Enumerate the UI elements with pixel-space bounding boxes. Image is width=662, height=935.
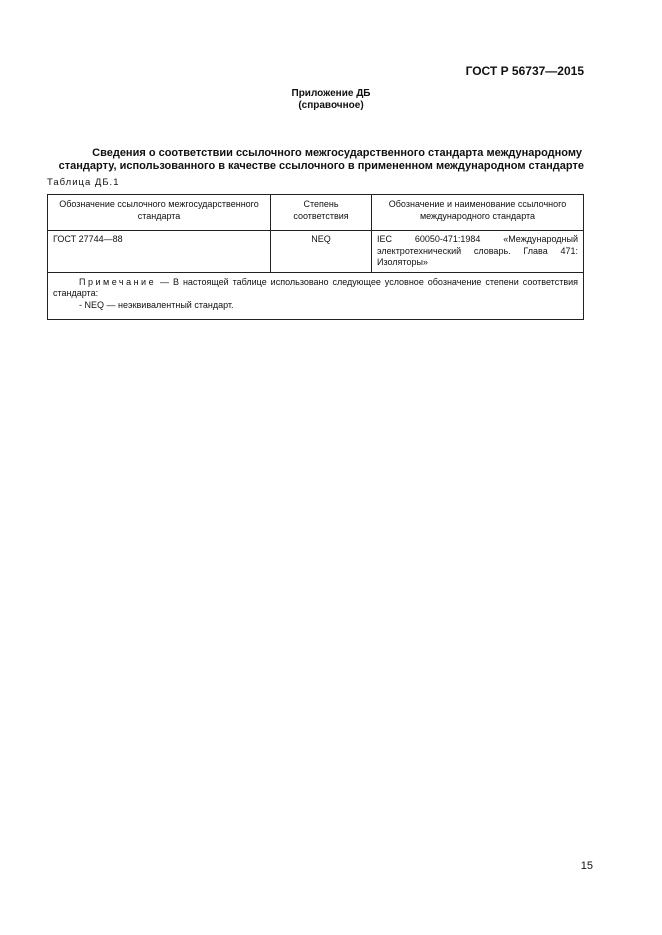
- table-cell: NEQ: [271, 231, 372, 273]
- table-header-row: [48, 195, 584, 231]
- section-title: [44, 147, 584, 173]
- table-cell: ГОСТ 27744—88: [48, 231, 271, 273]
- table-note: [48, 272, 584, 319]
- header-cell: Обозначение ссылочного межгосударственного стандарта: [48, 195, 271, 231]
- appendix-subtitle: (справочное): [298, 100, 364, 111]
- correspondence-table: [47, 194, 584, 320]
- appendix-title: Приложение ДБ: [291, 88, 371, 99]
- section-title-line2: стандарту, использованного в качестве ссылочного в примененном международном стандарте: [58, 160, 584, 172]
- section-title-line1: Сведения о соответствии ссылочного межгосударственного стандарта международному: [92, 147, 582, 159]
- appendix-heading: [0, 88, 662, 112]
- page-number: 15: [580, 860, 593, 872]
- note-item: - NEQ — неэквивалентный стандарт.: [79, 299, 234, 310]
- table-row: [48, 231, 584, 273]
- note-label: Примечание: [79, 276, 157, 287]
- header-cell: Степень соответствия: [271, 195, 372, 231]
- note-text: — В настоящей таблице использовано следующее условное обозначение степени соответствия стандарта:: [53, 276, 578, 298]
- document-number: ГОСТ Р 56737—2015: [465, 64, 584, 78]
- table-cell: IEC 60050-471:1984 «Международный электротехнический словарь. Глава 471: Изоляторы»: [372, 231, 584, 273]
- header-cell: Обозначение и наименование ссылочного международного стандарта: [372, 195, 584, 231]
- table-caption: Таблица ДБ.1: [47, 177, 120, 188]
- table-note-row: [48, 272, 584, 319]
